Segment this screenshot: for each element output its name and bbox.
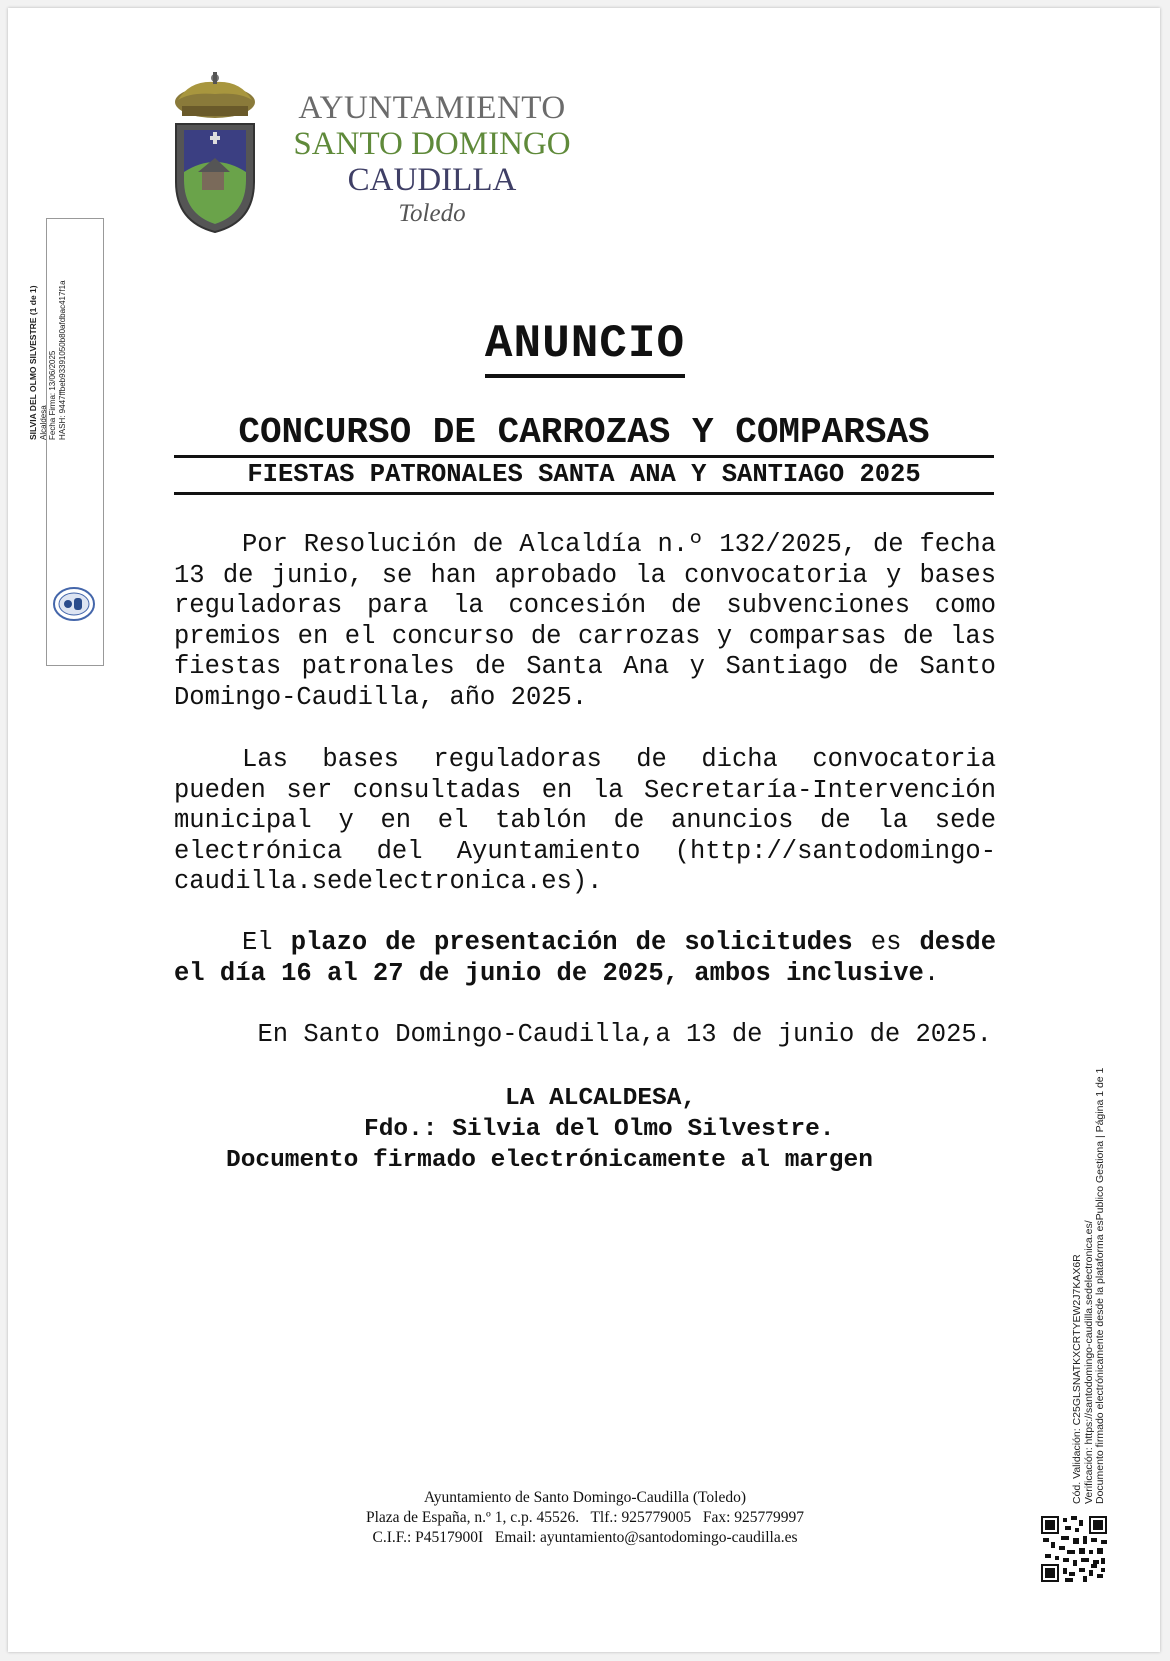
qr-code-icon[interactable] — [1041, 1516, 1107, 1582]
signature-name: Fdo.: Silvia del Olmo Silvestre. — [364, 1116, 835, 1143]
footer-address — [0, 1488, 1170, 1548]
paragraph-bases: Las bases reguladoras de dicha convocatoria pueden ser consultadas en la Secretaría-Intervención municipal y en el tablón de anuncios de la sede electrónica del Ayuntamiento (http://santodomingo-caudilla.sedelectronica.es). — [174, 745, 996, 896]
page-title: ANUNCIO — [0, 318, 1170, 378]
subsubtitle: FIESTAS PATRONALES SANTA ANA Y SANTIAGO 2025 — [174, 460, 994, 495]
validation-text — [1072, 1004, 1107, 1504]
validation-code: Cód. Validación: C25GLSNATKXCRTYEW2J7KAX6R — [1071, 1254, 1083, 1504]
stamp-date: Fecha Firma: 13/06/2025 — [48, 350, 57, 440]
stamp-role: Alcaldesa — [38, 405, 48, 440]
logo-line-santo-domingo: SANTO DOMINGO — [293, 126, 571, 162]
esign-seal-icon — [52, 586, 96, 622]
subtitle: CONCURSO DE CARROZAS Y COMPARSAS — [174, 412, 994, 458]
municipality-name-logo — [272, 92, 592, 226]
signature-note: Documento firmado electrónicamente al margen — [226, 1147, 873, 1174]
paragraph-resolution: Por Resolución de Alcaldía n.º 132/2025, de fecha 13 de junio, se han aprobado la convocatoria y bases reguladoras para la concesión de subvenciones como premios en el concurso de carrozas y comparsas de las fiestas patronales de Santa Ana y Santiago de Santo Domingo-Caudilla, año 2025. — [174, 530, 996, 712]
date-line: En Santo Domingo-Caudilla,a 13 de junio de 2025. — [257, 1020, 992, 1049]
footer-line-1: Ayuntamiento de Santo Domingo-Caudilla (Toledo) — [423, 1489, 747, 1506]
signature-role: LA ALCALDESA, — [505, 1085, 697, 1112]
coat-of-arms-logo — [170, 72, 260, 242]
stamp-signer-name: SILVIA DEL OLMO SILVESTRE (1 de 1) — [28, 285, 38, 440]
logo-line-toledo: Toledo — [398, 200, 466, 227]
logo-line-ayuntamiento: AYUNTAMIENTO — [298, 90, 566, 126]
validation-url: Verificación: https://santodomingo-caudilla.sedelectronica.es/ — [1082, 1220, 1095, 1504]
paragraph-deadline: El plazo de presentación de solicitudes es desde el día 16 al 27 de junio de 2025, ambos inclusive. — [174, 928, 996, 988]
footer-line-3: C.I.F.: P4517900I Email: ayuntamiento@santodomingo-caudilla.es — [372, 1529, 798, 1546]
validation-platform: Documento firmado electrónicamente desde la plataforma esPublico Gestiona | Página 1 de 1 — [1094, 1067, 1106, 1504]
footer-line-2: Plaza de España, n.º 1, c.p. 45526. Tlf.: 925779005 Fax: 925779997 — [365, 1509, 805, 1526]
logo-line-caudilla: CAUDILLA — [347, 162, 517, 198]
stamp-hash: HASH: 9447ffbeb93391050b80afdbac417f1a — [57, 280, 67, 440]
